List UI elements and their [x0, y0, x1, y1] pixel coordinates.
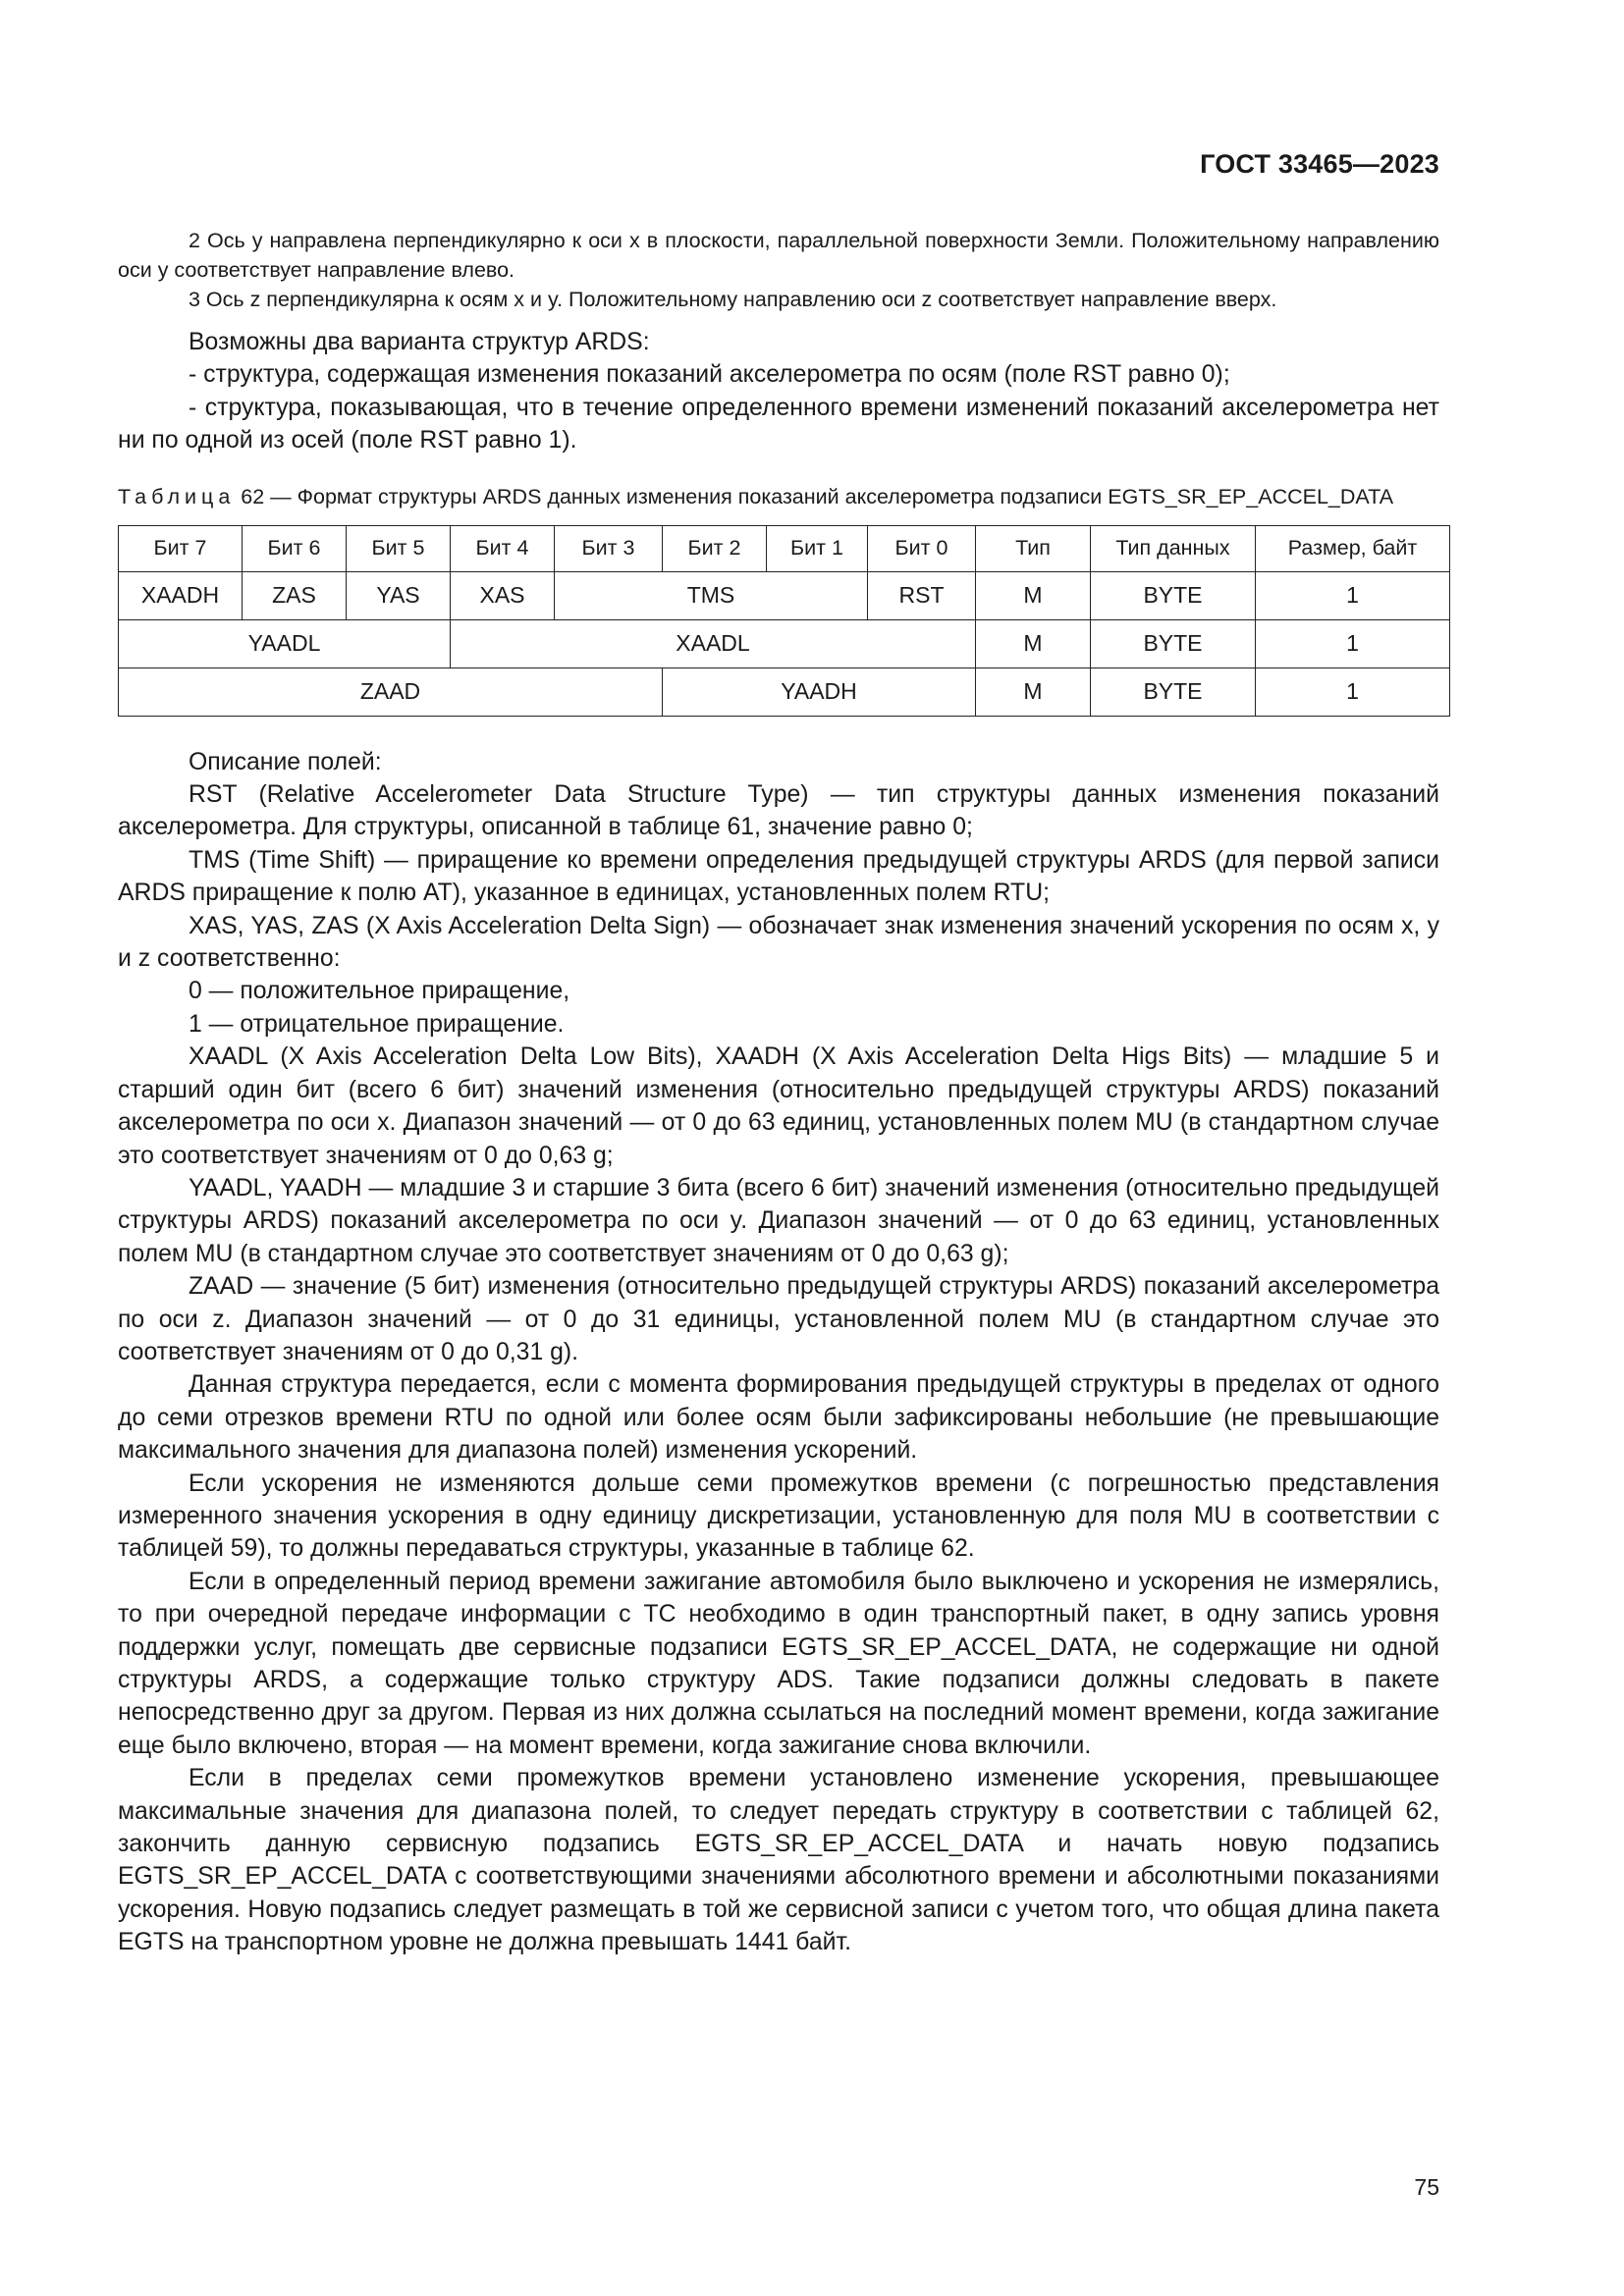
ards-format-table: [118, 525, 1450, 717]
table-cell: 1: [1256, 571, 1450, 619]
header-cell: Бит 2: [663, 525, 767, 571]
body-list-item: 1 — отрицательное приращение.: [189, 1010, 565, 1038]
table-cell: BYTE: [1091, 619, 1256, 667]
table-cell: BYTE: [1091, 667, 1256, 716]
body-paragraph: XAS, YAS, ZAS (X Axis Acceleration Delta Sign) — обозначает знак изменения значений ускорения по осям x, y и z соответственно:: [118, 912, 1439, 973]
table-cell: 1: [1256, 667, 1450, 716]
header-cell: Размер, байт: [1256, 525, 1450, 571]
header-cell: Бит 7: [119, 525, 243, 571]
body-paragraph: RST (Relative Accelerometer Data Structure Type) — тип структуры данных изменения показаний акселерометра. Для структуры, описанной в таблице 61, значение равно 0;: [118, 781, 1439, 841]
header-cell: Бит 6: [243, 525, 347, 571]
table-row: [119, 619, 1450, 667]
table-cell: M: [976, 619, 1091, 667]
header-cell: Бит 1: [767, 525, 868, 571]
page-number: 75: [1414, 2174, 1439, 2200]
table-cell: YAS: [347, 571, 451, 619]
header-cell: Бит 3: [555, 525, 663, 571]
body-paragraph: Описание полей:: [189, 748, 382, 775]
body-paragraph: YAADL, YAADH — младшие 3 и старшие 3 бита (всего 6 бит) значений изменения (относительно предыдущей структуры ARDS) показаний акселерометра по оси y. Диапазон значений — от 0 до 63 единиц, установленных полем MU (в стандартном случае это соответствует значениям от 0 до 0,63 g);: [118, 1174, 1439, 1267]
table-row: [119, 571, 1450, 619]
table-cell: XAS: [451, 571, 555, 619]
table-cell: ZAAD: [119, 667, 663, 716]
intro-list-item: - структура, показывающая, что в течение определенного времени изменений показаний акселерометра нет ни по одной из осей (поле RST равно 1).: [118, 394, 1439, 454]
table-cell: 1: [1256, 619, 1450, 667]
table-cell: RST: [868, 571, 976, 619]
body-paragraph: TMS (Time Shift) — приращение ко времени определения предыдущей структуры ARDS (для первой записи ARDS приращение к полю AT), указанное в единицах, установленных полем RTU;: [118, 846, 1439, 907]
table-cell: XAADH: [119, 571, 243, 619]
header-cell: Тип данных: [1091, 525, 1256, 571]
table-caption-text: 62 — Формат структуры ARDS данных изменения показаний акселерометра подзаписи EGTS_SR_EP_ACCEL_DATA: [235, 484, 1394, 508]
header-cell: Бит 0: [868, 525, 976, 571]
intro-list-item: - структура, содержащая изменения показаний акселерометра по осям (поле RST равно 0);: [189, 361, 1230, 389]
body-paragraph: Если в определенный период времени зажигание автомобиля было выключено и ускорения не измерялись, то при очередной передаче информации с ТС необходимо в один транспортный пакет, в одну запись уровня поддержки услуг, помещать две сервисные подзаписи EGTS_SR_EP_ACCEL_DATA, не содержащие ни одной структуры ARDS, а содержащие только структуру ADS. Такие подзаписи должны следовать в пакете непосредственно друг за другом. Первая из них должна ссылаться на последний момент времени, когда зажигание еще было включено, вторая — на момент времени, когда зажигание снова включили.: [118, 1568, 1439, 1759]
body-list-item: 0 — положительное приращение,: [189, 978, 570, 1005]
table-header-row: [119, 525, 1450, 571]
table-cell: M: [976, 667, 1091, 716]
table-row: [119, 667, 1450, 716]
table-cell: ZAS: [243, 571, 347, 619]
header-cell: Бит 5: [347, 525, 451, 571]
body-paragraph: Если ускорения не изменяются дольше семи промежутков времени (с погрешностью представления измеренного значения ускорения в одну единицу дискретизации, установленную для поля MU в соответствии с таблицей 59), то должны передаваться структуры, указанные в таблице 62.: [118, 1469, 1439, 1563]
table-caption: [118, 483, 1439, 511]
body-paragraph: ZAAD — значение (5 бит) изменения (относительно предыдущей структуры ARDS) показаний акселерометра по оси z. Диапазон значений — от 0 до 31 единицы, установленной полем MU (в стандартном случае это соответствует значениям от 0 до 0,31 g).: [118, 1273, 1439, 1365]
table-cell: M: [976, 571, 1091, 619]
table-cell: YAADH: [663, 667, 976, 716]
table-cell: XAADL: [451, 619, 976, 667]
table-cell: YAADL: [119, 619, 451, 667]
note-paragraph: 2 Ось y направлена перпендикулярно к оси x в плоскости, параллельной поверхности Земли. Положительному направлению оси y соответствует направление влево.: [118, 229, 1439, 282]
header-cell: Бит 4: [451, 525, 555, 571]
body-paragraph: XAADL (X Axis Acceleration Delta Low Bits), XAADH (X Axis Acceleration Delta Higs Bits) — младшие 5 и старший один бит (всего 6 бит) значений изменения (относительно предыдущей структуры ARDS) показаний акселерометра по оси x. Диапазон значений — от 0 до 63 единиц, установленных полем MU (в стандартном случае это соответствует значениям от 0 до 0,63 g;: [118, 1043, 1439, 1169]
header-cell: Тип: [976, 525, 1091, 571]
table-caption-label: Таблица: [118, 484, 236, 508]
document-code-header: ГОСТ 33465—2023: [1200, 149, 1439, 179]
table-cell: TMS: [555, 571, 868, 619]
page-content: [118, 226, 1439, 1959]
body-paragraph: Если в пределах семи промежутков времени установлено изменение ускорения, превышающее максимальные значения для диапазона полей, то следует передать структуру в соответствии с таблицей 62, закончить данную сервисную подзапись EGTS_SR_EP_ACCEL_DATA и начать новую подзапись EGTS_SR_EP_ACCEL_DATA с соответствующими значениями абсолютного времени и абсолютными показаниями ускорения. Новую подзапись следует размещать в той же сервисной записи с учетом того, что общая длина пакета EGTS на транспортном уровне не должна превышать 1441 байт.: [118, 1765, 1439, 1956]
body-paragraph: Данная структура передается, если с момента формирования предыдущей структуры в пределах от одного до семи отрезков времени RTU по одной или более осям были зафиксированы небольшие (не превышающие максимального значения для диапазона полей) изменения ускорений.: [118, 1371, 1439, 1465]
note-paragraph: 3 Ось z перпендикулярна к осям x и y. Положительному направлению оси z соответствует направление вверх.: [189, 288, 1277, 311]
intro-paragraph: Возможны два варианта структур ARDS:: [189, 329, 650, 355]
table-cell: BYTE: [1091, 571, 1256, 619]
